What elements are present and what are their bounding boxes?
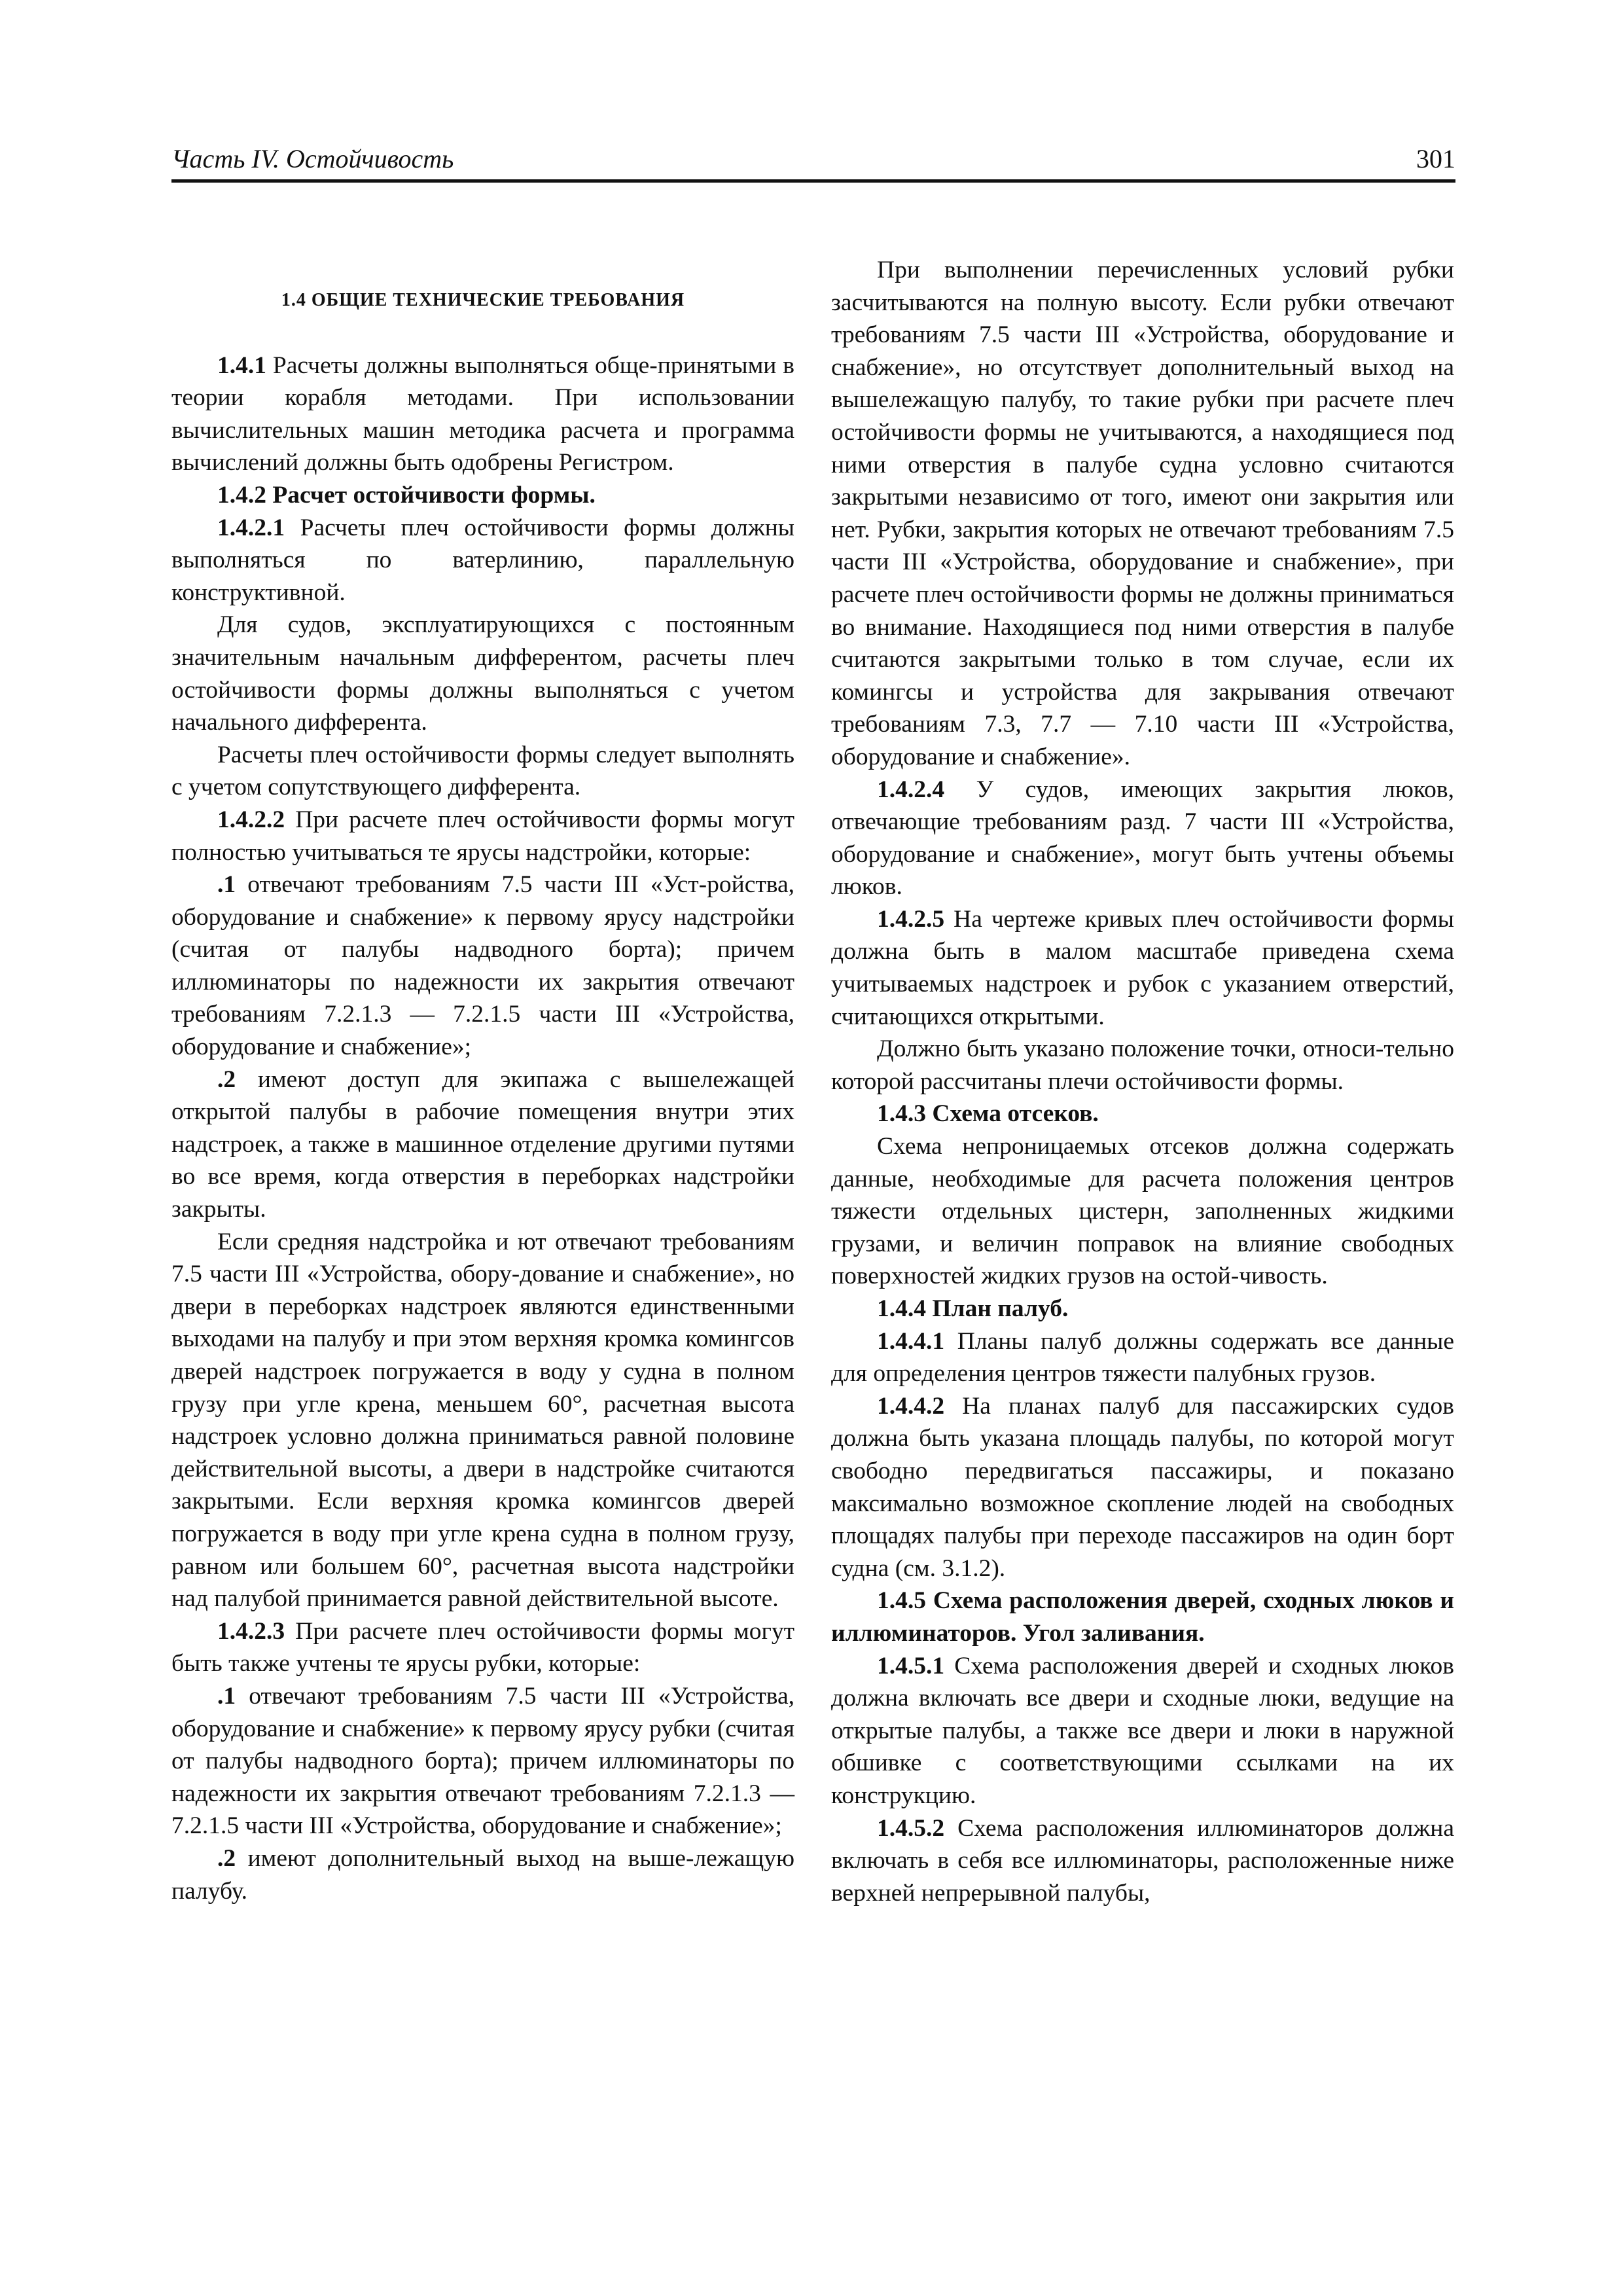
paragraph: 1.4.2.4 У судов, имеющих закрытия люков, отвечающие требованиям разд. 7 части III «Устройства, оборудование и снабжение», могут быть учтены объемы люков. bbox=[831, 776, 1454, 901]
left-column bbox=[171, 254, 794, 1907]
paragraph: 1.4.4.1 Планы палуб должны содержать все данные для определения центров тяжести палубных грузов. bbox=[831, 1327, 1454, 1388]
page-header bbox=[171, 143, 1455, 183]
subsection-heading: 1.4.5 Схема расположения дверей, сходных люков и иллюминаторов. Угол заливания. bbox=[831, 1587, 1454, 1647]
paragraph: Расчеты плеч остойчивости формы следует выполнять с учетом сопутствующего дифферента. bbox=[171, 741, 794, 801]
paragraph: Если средняя надстройка и ют отвечают требованиям 7.5 части III «Устройства, обору-дование и снабжение», но двери в переборках надстроек являются единственными выходами на палубу и при этом верхняя кромка комингсов дверей надстроек погружается в воду у судна в полном грузу при угле крена, меньшем 60°, расчетная высота надстроек условно должна приниматься равной половине действительной высоты, а двери в надстройке считаются закрытыми. Если верхняя кромка комингсов дверей погружается в воду при угле крена судна в полном грузу, равном или большем 60°, расчетная высота надстройки над палубой принимается равной действительной высоте. bbox=[171, 1228, 794, 1613]
running-title: Часть IV. Остойчивость bbox=[171, 144, 454, 173]
list-item: .1 отвечают требованиям 7.5 части III «Устройства, оборудование и снабжение» к первому ярусу рубки (считая от палубы надводного борта); причем иллюминаторы по надежности их закрытия отвечают требованиям 7.2.1.3 — 7.2.1.5 части III «Устройства, оборудование и снабжение»; bbox=[171, 1682, 794, 1840]
list-item: .1 отвечают требованиям 7.5 части III «Уст-ройства, оборудование и снабжение» к первому ярусу надстройки (считая от палубы надводного борта); причем иллюминаторы по надежности их закрытия отвечают требованиям 7.2.1.3 — 7.2.1.5 части III «Устройства, оборудование и снабжение»; bbox=[171, 871, 794, 1061]
paragraph: 1.4.2.3 При расчете плеч остойчивости формы могут быть также учтены те ярусы рубки, которые: bbox=[171, 1617, 794, 1677]
list-item: .2 имеют доступ для экипажа с вышележащей открытой палубы в рабочие помещения внутри этих надстроек, а также в машинное отделение другими путями во все время, когда отверстия в переборках надстройки закрыты. bbox=[171, 1066, 794, 1223]
paragraph: При выполнении перечисленных условий рубки засчитываются на полную высоту. Если рубки отвечают требованиям 7.5 части III «Устройства, оборудование и снабжение», но отсутствует дополнительный выход на вышележащую палубу, то такие рубки при расчете плеч остойчивости формы не учитываются, а находящиеся под ними отверстия в палубе судна условно считаются закрытыми независимо от того, имеют они закрытия или нет. Рубки, закрытия которых не отвечают требованиям 7.5 части III «Устройства, оборудование и снабжение», при расчете плеч остойчивости формы не должны приниматься во внимание. Находящиеся под ними отверстия в палубе считаются закрытыми только в том случае, если их комингсы и устройства для закрывания отвечают требованиям 7.3, 7.7 — 7.10 части III «Устройства, оборудование и снабжение». bbox=[831, 257, 1454, 770]
paragraph: 1.4.2.5 На чертеже кривых плеч остойчивости формы должна быть в малом масштабе приведена схема учитываемых надстроек и рубок с указанием отверстий, считающихся открытыми. bbox=[831, 905, 1454, 1030]
right-column bbox=[831, 254, 1454, 1909]
page-number: 301 bbox=[1416, 144, 1455, 173]
subsection-heading: 1.4.3 Схема отсеков. bbox=[877, 1100, 1099, 1128]
paragraph: Должно быть указано положение точки, относи-тельно которой рассчитаны плечи остойчивости формы. bbox=[831, 1035, 1454, 1095]
paragraph: 1.4.2.2 При расчете плеч остойчивости формы могут полностью учитываться те ярусы надстройки, которые: bbox=[171, 806, 794, 866]
paragraph: 1.4.5.1 Схема расположения дверей и сходных люков должна включать все двери и сходные люки, ведущие на открытые палубы, а также все двери и люки в наружной обшивке с соответствующими ссылками на их конструкцию. bbox=[831, 1652, 1454, 1809]
paragraph: 1.4.1 Расчеты должны выполняться обще-принятыми в теории корабля методами. При использовании вычислительных машин методика расчета и программа вычислений должны быть одобрены Регистром. bbox=[171, 351, 794, 476]
paragraph: 1.4.2.1 Расчеты плеч остойчивости формы должны выполняться по ватерлинию, параллельную конструктивной. bbox=[171, 514, 794, 606]
paragraph: Для судов, эксплуатирующихся с постоянным значительным начальным дифферентом, расчеты плеч остойчивости формы должны выполняться с учетом начального дифферента. bbox=[171, 611, 794, 736]
paragraph: Схема непроницаемых отсеков должна содержать данные, необходимые для расчета положения центров тяжести отдельных цистерн, заполненных жидкими грузами, и величин поправок на влияние свободных поверхностей жидких грузов на остой-чивость. bbox=[831, 1133, 1454, 1290]
paragraph: 1.4.5.2 Схема расположения иллюминаторов должна включать в себя все иллюминаторы, расположенные ниже верхней непрерывной палубы, bbox=[831, 1814, 1454, 1907]
subsection-heading: 1.4.2 Расчет остойчивости формы. bbox=[217, 481, 596, 509]
subsection-heading: 1.4.4 План палуб. bbox=[877, 1295, 1069, 1322]
list-item: .2 имеют дополнительный выход на выше-лежащую палубу. bbox=[171, 1844, 794, 1905]
paragraph: 1.4.4.2 На планах палуб для пассажирских судов должна быть указана площадь палубы, по которой могут свободно передвигаться пассажиры, и показано максимально возможное скопление людей на свободных площадях палубы при переходе пассажиров на один борт судна (см. 3.1.2). bbox=[831, 1392, 1454, 1582]
section-heading: 1.4 ОБЩИЕ ТЕХНИЧЕСКИЕ ТРЕБОВАНИЯ bbox=[281, 290, 685, 310]
